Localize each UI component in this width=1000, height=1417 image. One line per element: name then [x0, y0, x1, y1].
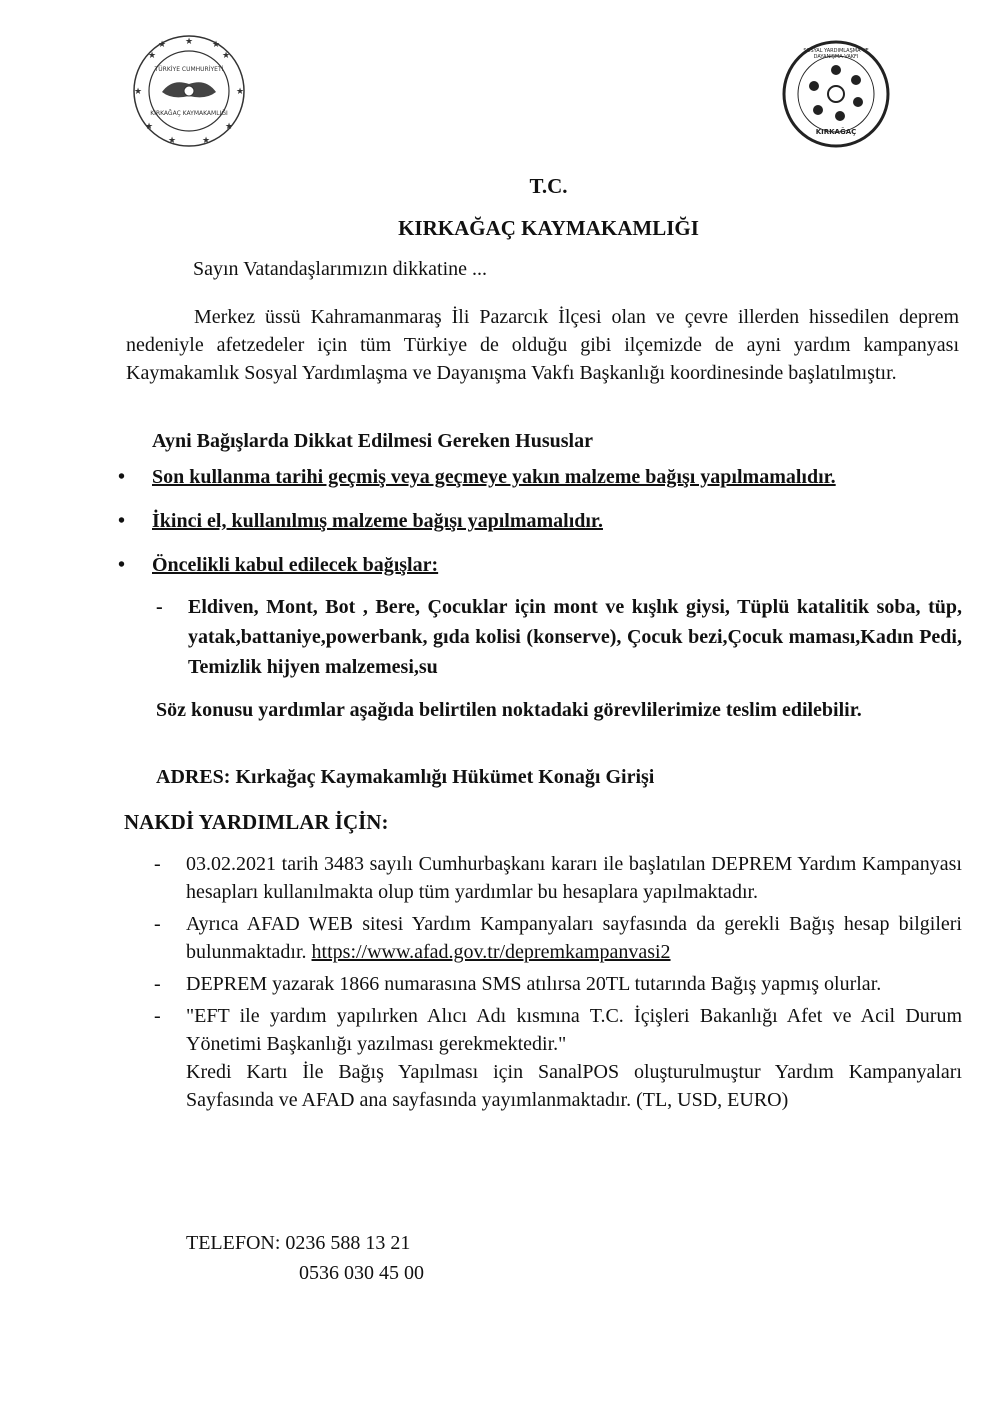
- cash-list: [154, 850, 962, 1118]
- bullet-text: Son kullanma tarihi geçmiş veya geçmeye yakın malzeme bağışı yapılmamalıdır.: [152, 466, 836, 488]
- state-seal-icon: [132, 34, 246, 148]
- in-kind-heading: Ayni Bağışlarda Dikkat Edilmesi Gereken Hususlar: [152, 430, 593, 452]
- svg-text:★: ★: [147, 51, 157, 61]
- svg-text:★: ★: [144, 122, 154, 132]
- bullet-icon: •: [118, 466, 126, 488]
- svg-text:★: ★: [133, 87, 143, 97]
- right-seal-ring-text: SOSYAL YARDIMLAŞMA VE DAYANIŞMA VAKFI: [803, 48, 869, 60]
- bullet-icon: •: [118, 510, 126, 532]
- list-item: [118, 506, 968, 550]
- svg-text:★: ★: [157, 40, 167, 50]
- list-item: [118, 550, 968, 594]
- list-item: [154, 970, 962, 998]
- svg-text:★: ★: [167, 136, 177, 146]
- svg-text:★: ★: [211, 40, 221, 50]
- credit-card-note: Kredi Kartı İle Bağış Yapılması için SanalPOS oluşturulmuştur Yardım Kampanyaları Sayfasında ve AFAD ana sayfasında yayımlanmaktadır. (TL, USD, EURO): [186, 1061, 962, 1111]
- bullet-icon: •: [118, 554, 126, 576]
- intro-paragraph: Merkez üssü Kahramanmaraş İli Pazarcık İlçesi olan ve çevre illerden hissedilen deprem nedeniyle afetzedeler için tüm Türkiye de olduğu gibi ilçemizde de ayni yardım kampanyası Kaymakamlık Sosyal Yardımlaşma ve Dayanışma Vakfı Başkanlığı koordinesinde başlatılmıştır.: [126, 306, 959, 384]
- cash-item-text: "EFT ile yardım yapılırken Alıcı Adı kısmına T.C. İçişleri Bakanlığı Afet ve Acil Durum Yönetimi Başkanlığı yazılması gerekmektedir.": [186, 1005, 962, 1055]
- bullet-text: İkinci el, kullanılmış malzeme bağışı yapılmamalıdır.: [152, 510, 603, 532]
- phone-line-1: TELEFON: 0236 588 13 21: [186, 1232, 411, 1254]
- afad-campaign-link[interactable]: https://www.afad.gov.tr/depremkampanvasi2: [311, 941, 671, 963]
- svg-text:★: ★: [235, 87, 245, 97]
- in-kind-bullet-list: [118, 462, 968, 594]
- dash-marker: -: [154, 913, 161, 935]
- header-tc: T.C.: [529, 174, 568, 198]
- list-item: [154, 850, 962, 906]
- address: ADRES: Kırkağaç Kaymakamlığı Hükümet Konağı Girişi: [156, 766, 655, 788]
- dash-marker: -: [154, 853, 161, 875]
- phone-line-2: 0536 030 45 00: [299, 1262, 424, 1284]
- cash-item-text: 03.02.2021 tarih 3483 sayılı Cumhurbaşkanı kararı ile başlatılan DEPREM Yardım Kampanyası hesapları kullanılmakta olup tüm yardımlar bu hesaplara yapılmaktadır.: [186, 853, 962, 903]
- dash-marker: -: [156, 596, 163, 618]
- cash-heading: NAKDİ YARDIMLAR İÇİN:: [124, 810, 389, 834]
- list-item: [118, 462, 968, 506]
- delivery-note: Söz konusu yardımlar aşağıda belirtilen noktadaki görevlilerimize teslim edilebilir.: [156, 699, 862, 721]
- svg-text:★: ★: [224, 122, 234, 132]
- priority-items: [156, 592, 962, 682]
- list-item: [154, 1002, 962, 1114]
- cash-item-text: [186, 910, 962, 966]
- left-seal-ring-text: TÜRKİYE CUMHURİYETİ: [154, 66, 224, 73]
- left-seal-bottom-text: KIRKAĞAÇ KAYMAKAMLIĞI: [150, 110, 228, 117]
- bullet-text: Öncelikli kabul edilecek bağışlar:: [152, 554, 439, 576]
- right-seal-bottom-text: KIRKAĞAÇ: [815, 128, 857, 136]
- svg-text:★: ★: [184, 37, 194, 47]
- salutation: Sayın Vatandaşlarımızın dikkatine ...: [193, 258, 488, 280]
- svg-text:★: ★: [221, 51, 231, 61]
- dash-marker: -: [154, 973, 161, 995]
- list-item: [154, 910, 962, 966]
- cash-item-afad-text: Ayrıca AFAD WEB sitesi Yardım Kampanyaları sayfasında da gerekli Bağış hesap bilgileri bulunmaktadır.: [186, 913, 962, 963]
- svg-text:★: ★: [201, 136, 211, 146]
- priority-items-text: Eldiven, Mont, Bot , Bere, Çocuklar için mont ve kışlık giysi, Tüplü katalitik soba, tüp, yatak,battaniye,powerbank, gıda kolisi (konserve), Çocuk bezi,Çocuk maması,Kadın Pedi, Temizlik hijyen malzemesi,su: [188, 596, 962, 678]
- page-title: KIRKAĞAÇ KAYMAKAMLIĞI: [398, 216, 699, 240]
- dash-marker: -: [154, 1005, 161, 1027]
- cash-item-text: DEPREM yazarak 1866 numarasına SMS atılırsa 20TL tutarında Bağış yapmış olurlar.: [186, 973, 882, 995]
